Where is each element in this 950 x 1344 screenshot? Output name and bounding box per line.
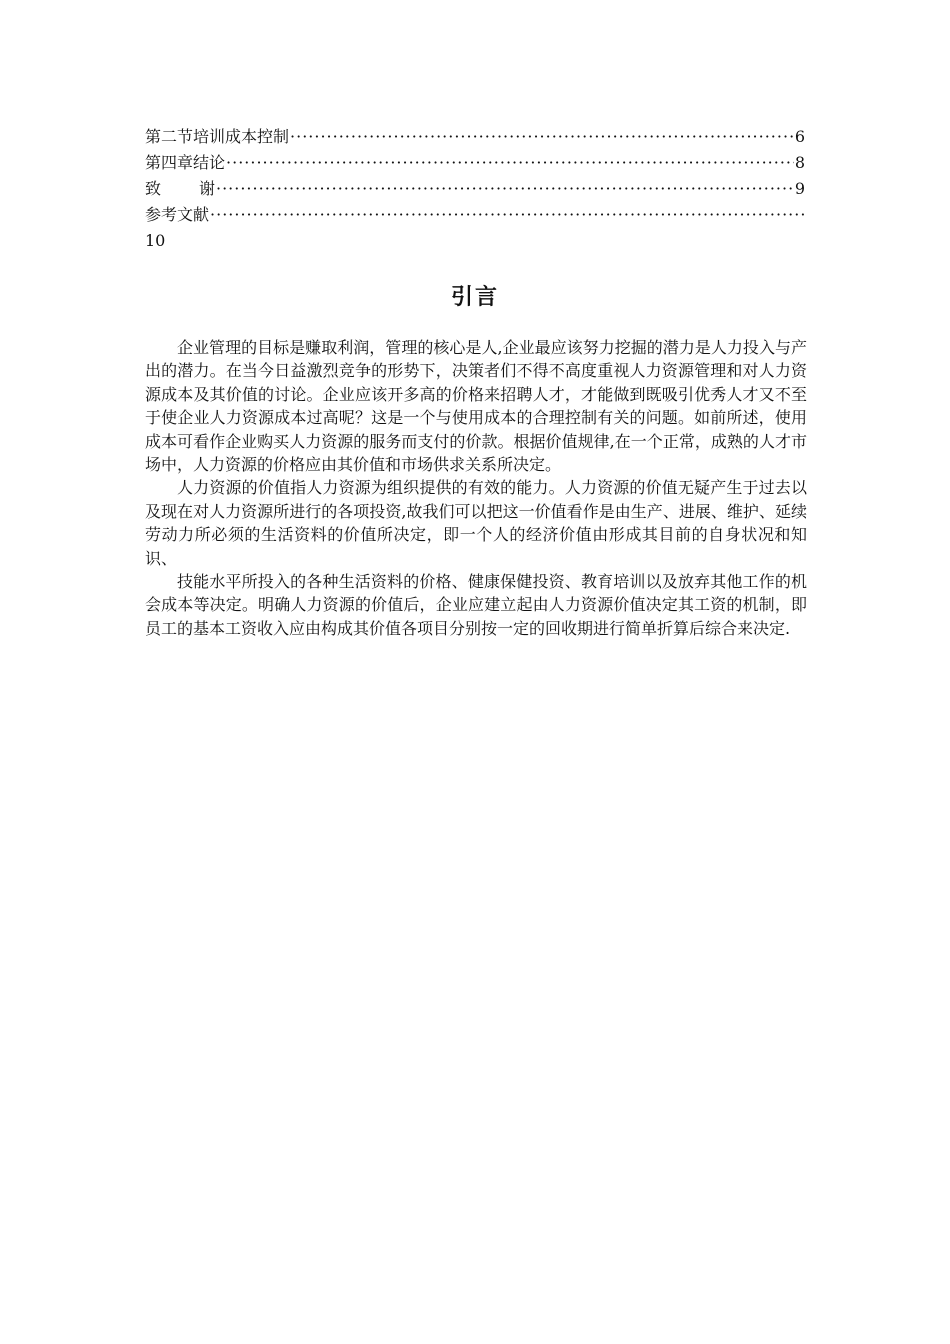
toc-entry	[145, 176, 805, 202]
toc-dot-leader	[226, 150, 794, 176]
toc-entry	[145, 124, 805, 150]
toc-entry	[145, 150, 805, 176]
toc-entry-title	[145, 176, 215, 202]
toc-entry-title: 第二节培训成本控制	[145, 127, 290, 146]
toc-entry-title: 参考文献	[145, 205, 210, 224]
toc-entry-page: 8	[794, 153, 805, 172]
toc-entry-page: 10	[145, 231, 166, 250]
toc-entry-page: 6	[794, 127, 805, 146]
toc-entry	[145, 202, 805, 228]
paragraph: 技能水平所投入的各种生活资料的价格、健康保健投资、教育培训以及放弃其他工作的机会成本等决定。明确人力资源的价值后，企业应建立起由人力资源价值决定其工资的机制，即员工的基本工资收入应由构成其价值各项目分别按一定的回收期进行简单折算后综合来决定.	[145, 572, 807, 638]
toc-entry-page: 9	[794, 179, 805, 198]
body-text	[145, 336, 807, 640]
toc-entry-title-char: 谢	[198, 179, 215, 198]
section-heading: 引言	[450, 285, 499, 310]
table-of-contents	[145, 124, 805, 254]
toc-dot-leader	[210, 202, 804, 228]
paragraph: 企业管理的目标是赚取利润，管理的核心是人,企业最应该努力挖掘的潜力是人力投入与产出的潜力。在当今日益激烈竞争的形势下，决策者们不得不高度重视人力资源管理和对人力资源成本及其价值的讨论。企业应该开多高的价格来招聘人才，才能做到既吸引优秀人才又不至于使企业人力资源成本过高呢？这是一个与使用成本的合理控制有关的问题。如前所述，使用成本可看作企业购买人力资源的服务而支付的价款。根据价值规律,在一个正常，成熟的人才市场中，人力资源的价格应由其价值和市场供求关系所决定。	[145, 338, 807, 475]
toc-dot-leader	[216, 176, 794, 202]
toc-dot-leader	[290, 124, 794, 150]
toc-entry-title: 第四章结论	[145, 153, 226, 172]
paragraph: 人力资源的价值指人力资源为组织提供的有效的能力。人力资源的价值无疑产生于过去以及现在对人力资源所进行的各项投资,故我们可以把这一价值看作是由生产、进展、维护、延续劳动力所必须的生活资料的价值所决定，即一个人的经济价值由形成其目前的自身状况和知识、	[145, 478, 807, 568]
toc-entry-title-char: 致	[145, 179, 162, 198]
